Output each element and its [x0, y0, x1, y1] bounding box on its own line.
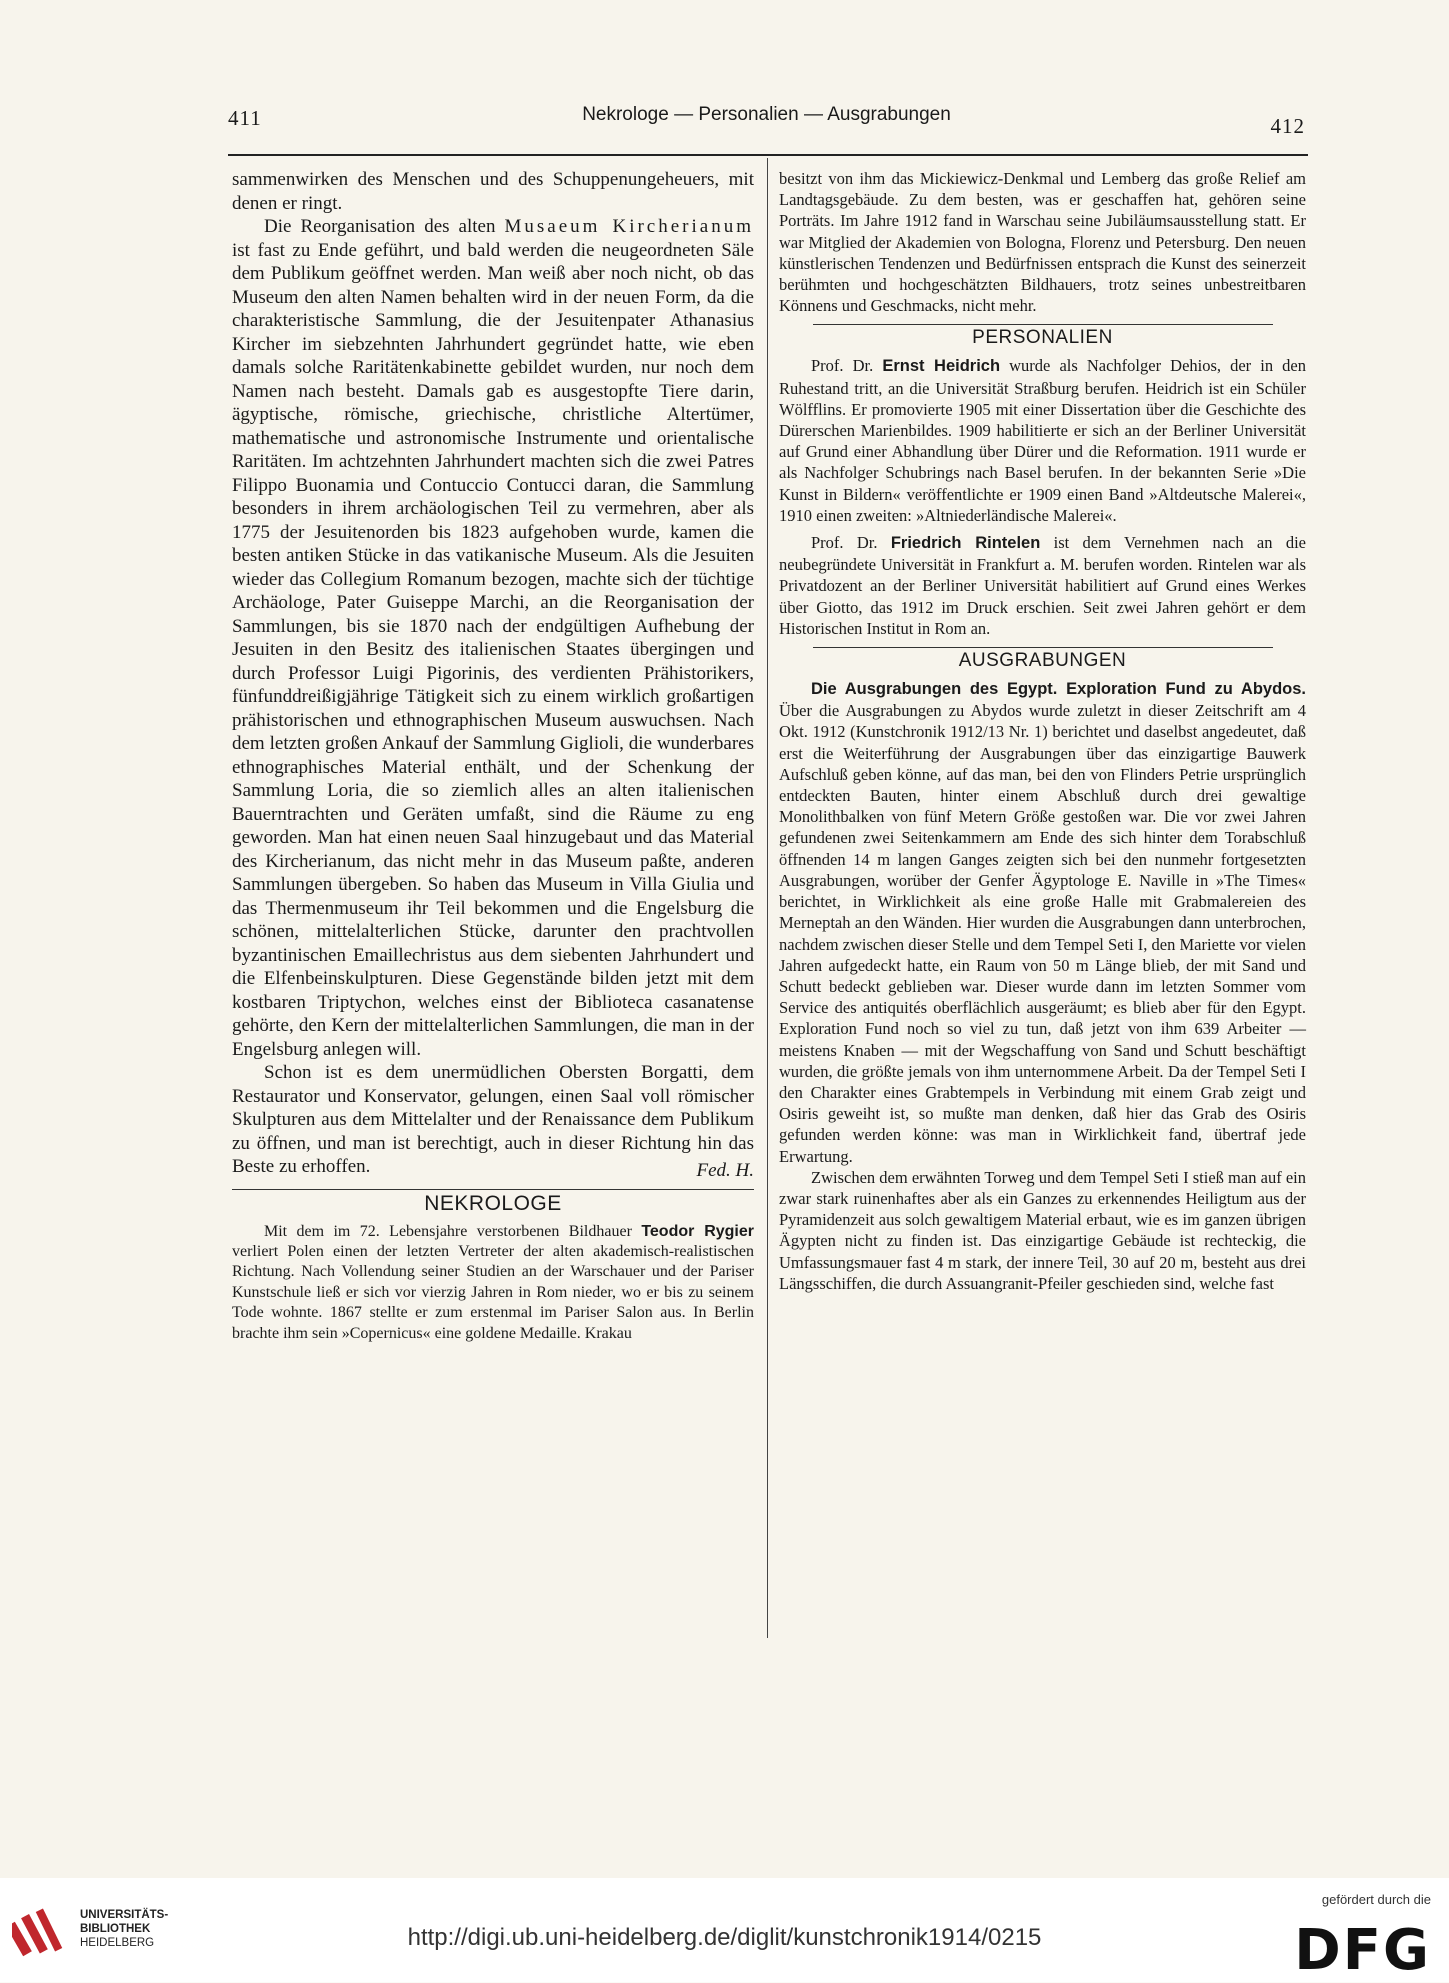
person-name: Friedrich Rintelen	[890, 534, 1041, 553]
left-column	[232, 168, 754, 1344]
person-name: Ernst Heidrich	[882, 357, 1001, 376]
section-rule	[232, 1189, 754, 1190]
person-name: Teodor Rygier	[641, 1222, 754, 1240]
running-title: Nekrologe — Personalien — Ausgrabungen	[582, 104, 951, 125]
paragraph: sammenwirken des Menschen und des Schuppenungeheuers, mit denen er ringt.	[232, 169, 754, 214]
paragraph: Zwischen dem erwähnten Torweg und dem Tempel Seti I stieß man auf ein zwar stark ruinenhaftes aber als ein Ganzes zu erkennendes Heiligtum aus der Pyramidenzeit aus solch gewaltigem Material erbaut, wie es im ganzen übrigen Ägypten nicht zu finden ist. Das einzigartige Gebäude ist rechteckig, die Umfassungsmauer fast 4 m stark, der innere Teil, 30 auf 20 m, besteht aus drei Längsschiffen, die durch Assuangranit-Pfeiler geschieden sind, welche fast	[779, 1167, 1306, 1293]
column-divider	[767, 158, 768, 1638]
article-heading: Die Ausgrabungen des Egypt. Exploration Fund zu Abydos.	[811, 680, 1306, 699]
section-rule	[813, 324, 1273, 325]
section-title-personalien: PERSONALIEN	[972, 327, 1113, 349]
library-footer	[0, 1878, 1449, 1982]
dfg-logo: DFG	[1294, 1918, 1431, 1983]
section-title-ausgrabungen: AUSGRABUNGEN	[958, 650, 1127, 672]
paragraph: Prof. Dr. Friedrich Rintelen ist dem Vernehmen nach an die neubegründete Universität in Frankfurt a. M. berufen worden. Rintelen war als Privatdozent an der Berliner Universität habilitiert auf Grund eines Werkes über Giotto, das 1912 im Druck erschien. Seit zwei Jahren gehört er dem Historischen Institut in Rom an.	[779, 533, 1306, 638]
right-column	[779, 168, 1306, 1294]
paragraph: Mit dem im 72. Lebensjahre verstorbenen Bildhauer Teodor Rygier verliert Polen einen der letzten Vertreter der alten akademisch-realistischen Richtung. Nach Vollendung seiner Studien an der Warschauer und der Pariser Kunstschule ließ er sich vor vierzig Jahren in Rom nieder, wo er bis zu seinem Tode wohnte. 1867 stellte er zum erstenmal im Pariser Salon aus. In Berlin brachte ihm sein »Copernicus« eine goldene Medaille. Krakau	[232, 1222, 754, 1342]
permalink-url[interactable]: http://digi.ub.uni-heidelberg.de/diglit/kunstchronik1914/0215	[407, 1924, 1042, 1951]
author-signature: Fed. H.	[696, 1160, 754, 1181]
section-rule	[813, 647, 1273, 648]
spaced-name: Musaeum Kircherianum	[504, 216, 754, 237]
paragraph: besitzt von ihm das Mickiewicz-Denkmal und Lemberg das große Relief am Landtagsgebäude. Zu dem besten, was er geschaffen hat, gehören seine Porträts. Im Jahre 1912 fand in Warschau seine Jubiläumsausstellung statt. Er war Mitglied der Akademien von Bologna, Florenz und Petersburg. Den neuen künstlerischen Tendenzen und Bedürfnissen entsprach die Kunst des seinerzeit berühmten und hochgeschätzten Bildhauers, trotz seines unbestreitbaren Könnens und Geschmacks, nicht mehr.	[779, 169, 1306, 316]
paragraph: Prof. Dr. Ernst Heidrich wurde als Nachfolger Dehios, der in den Ruhestand tritt, an die Universität Straßburg berufen. Heidrich ist ein Schüler Wölfflins. Er promovierte 1905 mit einer Dissertation über die Geschichte des Dürerschen Marienbildes. 1909 habilitierte er sich an der Berliner Universität auf Grund einer Abhandlung über Dürer und die Reformation. 1911 wurde er als Nachfolger Schubrings nach Basel berufen. In der bekannten Serie »Die Kunst in Bildern« veröffentlichte er 1909 einen Band »Altdeutsche Malerei«, 1910 einen zweiten: »Altniederländische Malerei«.	[779, 356, 1306, 525]
university-library-name: UNIVERSITÄTS- BIBLIOTHEK HEIDELBERG	[80, 1909, 169, 1949]
section-title-nekrologe: NEKROLOGE	[424, 1191, 562, 1215]
header-rule	[228, 154, 1308, 156]
running-header	[228, 100, 1305, 140]
paragraph: Schon ist es dem unermüdlichen Obersten Borgatti, dem Restaurator und Konservator, gelungen, einen Saal voll römischer Skulpturen aus dem Mittelalter und der Renaissance dem Publikum zu öffnen, und man ist berechtigt, auch in dieser Richtung hin das Beste zu erhoffen. Fed. H.	[232, 1062, 754, 1181]
paragraph: Die Ausgrabungen des Egypt. Exploration Fund zu Abydos. Über die Ausgrabungen zu Abydos wurde zuletzt in dieser Zeitschrift am 4 Okt. 1912 (Kunstchronik 1912/13 Nr. 1) berichtet und daselbst angedeutet, daß erst die Weiterführung der Ausgrabungen über das einzigartige Bauwerk Aufschluß geben könne, auf das man, bei den von Flinders Petrie ursprünglich entdeckten Bauten, hinter einem Abschluß durch drei gewaltige Monolithbalken von fünf Metern Größe gestoßen war. Die vor zwei Jahren gefundenen zwei Seitenkammern am Ende des sich hinter dem Torabschluß öffnenden 14 m langen Ganges zeigten sich bei den nunmehr fortgesetzten Ausgrabungen, worüber der Genfer Ägyptologe E. Naville in »The Times« berichtet, in Wirklichkeit als eine große Halle mit Grabmalereien des Merneptah an den Wänden. Hier wurden die Ausgrabungen dann unterbrochen, nachdem zwischen dieser Stelle und dem Tempel Seti I, den Mariette vor vielen Jahren aufgedeckt hatte, ein Raum von 50 m Länge blieb, der mit Sand und Schutt bedeckt geblieben war. Dieser wurde dann im letzten Sommer vom Service des antiquités oberflächlich ausgeräumt; es blieb aber für den Egypt. Exploration Fund noch so viel zu tun, daß jetzt von ihm 639 Arbeiter — meistens Knaben — mit der Wegschaffung von Sand und Schutt beschäftigt wurden, die größte jemals von ihm unternommene Arbeit. Da der Tempel Seti I den Charakter eines Grabtempels in Verbindung mit einem Grab zeigt und Osiris geweiht ist, so mußte man denken, daß hier das Grab des Osiris gefunden werden könne: was man in Wirklichkeit fand, übertraf jede Erwartung.	[779, 680, 1306, 1166]
page-number-left: 411	[228, 106, 262, 130]
page-number-right: 412	[1270, 114, 1305, 138]
funding-label: gefördert durch die	[1321, 1892, 1431, 1907]
paragraph: Die Reorganisation des alten Musaeum Kircherianum ist fast zu Ende geführt, und bald werden die neugeordneten Säle dem Publikum geöffnet werden. Man weiß aber noch nicht, ob das Museum den alten Namen behalten wird in der neuen Form, da die charakteristische Sammlung, die der Jesuitenpater Athanasius Kircher im siebzehnten Jahrhundert gegründet hatte, wie eben damals solche Raritätenkabinette gebildet wurden, nur noch dem Namen nach besteht. Damals gab es ausgestopfte Tiere darin, ägyptische, römische, griechische, christliche Altertümer, mathematische und astronomische Instrumente und orientalische Raritäten. Im achtzehnten Jahrhundert machten sich die zwei Patres Filippo Buonamia und Contuccio Contucci daran, die Sammlung besonders in ihrem archäologischen Teil zu vermehren, aber als 1775 der Jesuitenorden bis 1823 aufgehoben wurde, kamen die besten antiken Stücke in das vatikanische Museum. Als die Jesuiten wieder das Collegium Romanum bezogen, machte sich der tüchtige Archäologe, Pater Guiseppe Marchi, an die Reorganisation der Sammlungen, bis sie 1870 nach der endgültigen Aufhebung der Jesuiten in den Besitz des italienischen Staates übergingen und durch Professor Luigi Pigorinis, des verdienten Prähistorikers, fünfunddreißigjährige Tätigkeit sich zu einem wirklich großartigen prähistorischen und ethnographischen Museum auswuchsen. Nach dem letzten großen Ankauf der Sammlung Giglioli, die wunderbares ethnographisches Material enthält, und der Schenkung der Sammlung Loria, die so ziemlich alles an alten italienischen Bauerntrachten und Geräten umfaßt, sind die Räume zu eng geworden. Man hat einen neuen Saal hinzugebaut und das Material des Kircherianum, das nicht mehr in das Museum paßte, anderen Sammlungen übergeben. So haben das Museum in Villa Giulia und das Thermenmuseum ihr Teil bekommen und die Engelsburg die schönen, mittelalterlichen Stücke, darunter den prachtvollen byzantinischen Emaillechristus aus dem siebenten Jahrhundert und die Elfenbeinskulpturen. Diese Gegenstände bilden jetzt mit dem kostbaren Triptychon, welches einst der Biblioteca casanatense gehörte, den Kern der mittelalterlichen Sammlungen, die man in der Engelsburg anlegen will.	[232, 216, 754, 1060]
